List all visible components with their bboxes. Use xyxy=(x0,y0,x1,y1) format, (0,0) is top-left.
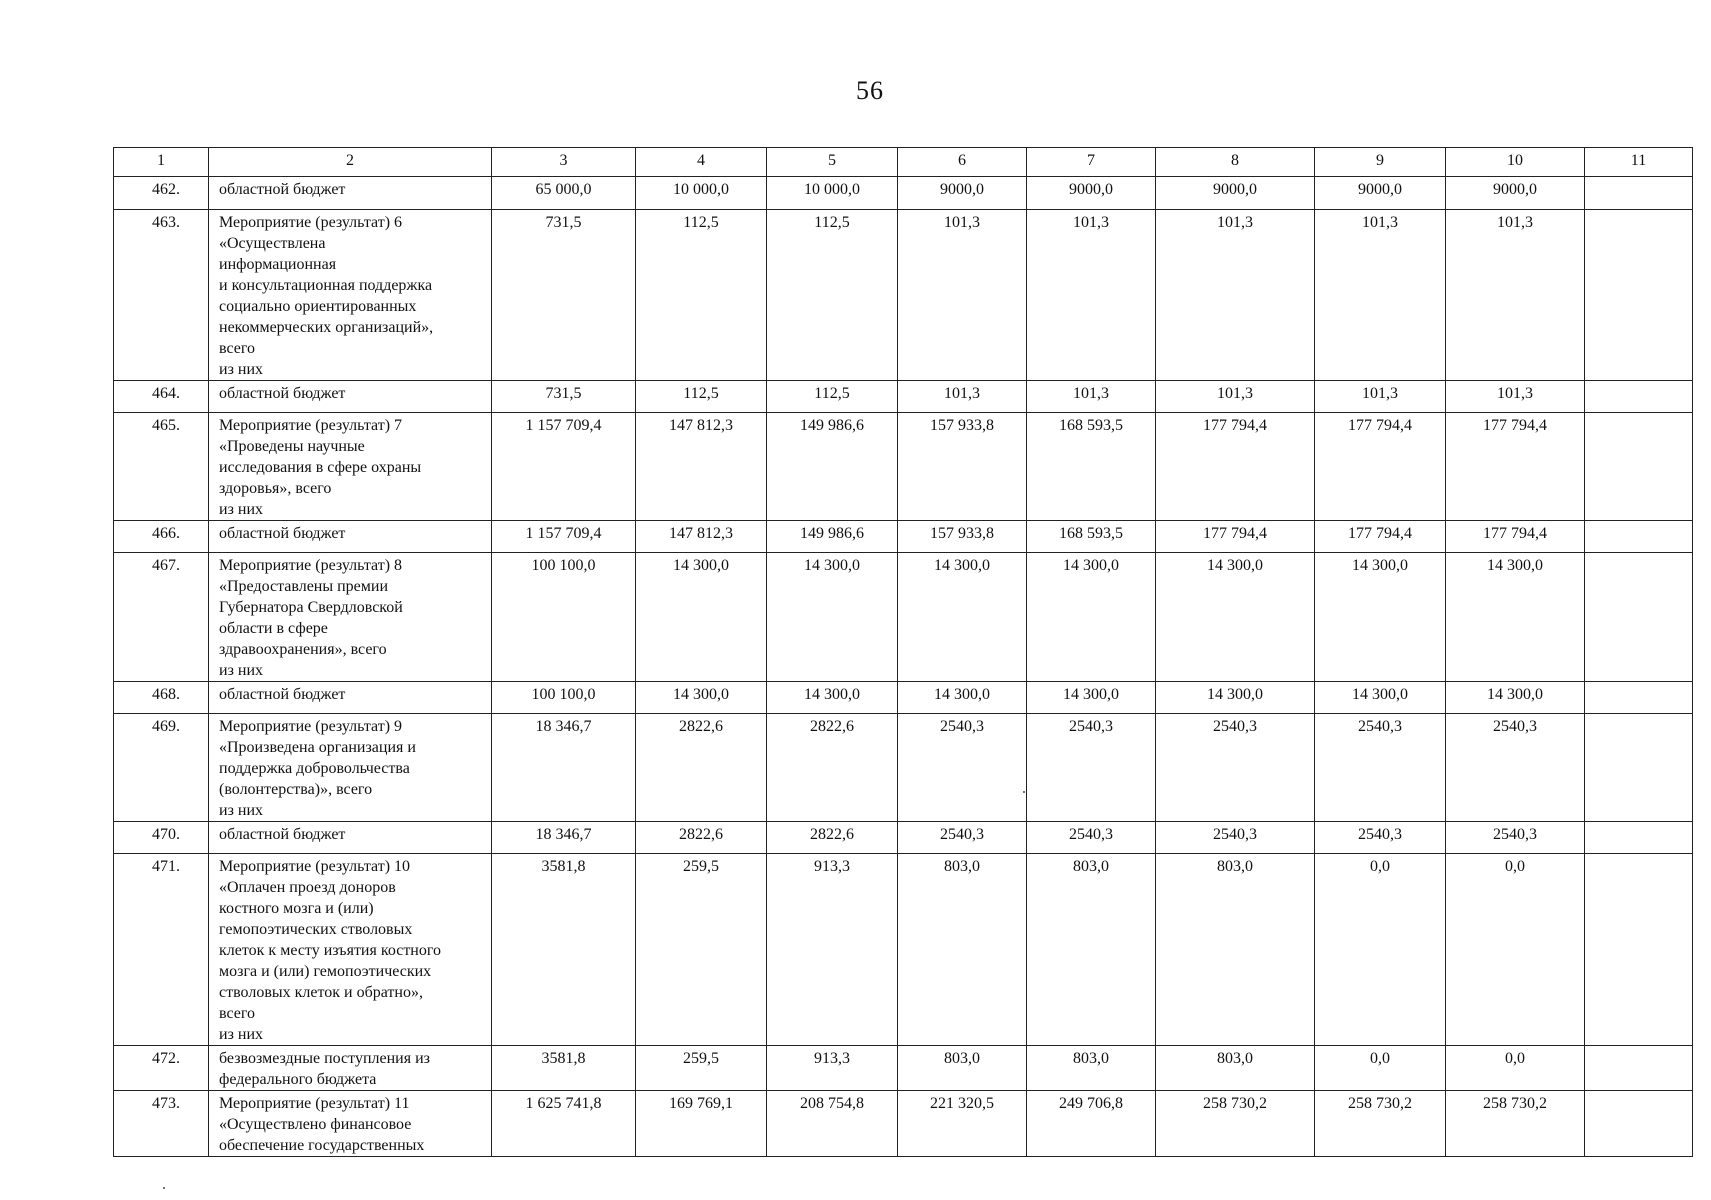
row-number: 468. xyxy=(114,682,209,714)
description-line: Мероприятие (результат) 6 xyxy=(219,214,403,231)
description-line: областной бюджет xyxy=(219,686,346,703)
row-description xyxy=(209,413,492,521)
row-number: 470. xyxy=(114,822,209,854)
value-cell-col-8: 101,3 xyxy=(1156,210,1315,381)
value-cell-col-3: 18 346,7 xyxy=(492,714,636,822)
value-cell-col-10: 258 730,2 xyxy=(1446,1091,1585,1157)
value-cell-col-11 xyxy=(1585,1046,1693,1091)
value-cell-col-5: 149 986,6 xyxy=(767,521,898,553)
value-cell-col-7: 14 300,0 xyxy=(1027,682,1156,714)
value-cell-col-11 xyxy=(1585,381,1693,413)
value-cell-col-3: 1 157 709,4 xyxy=(492,521,636,553)
table-body xyxy=(114,177,1693,1157)
value-cell-col-11 xyxy=(1585,682,1693,714)
value-cell-col-9: 177 794,4 xyxy=(1315,521,1446,553)
column-header: 7 xyxy=(1027,148,1156,177)
column-header: 6 xyxy=(898,148,1027,177)
description-line: некоммерческих организаций», xyxy=(219,319,434,336)
value-cell-col-8: 14 300,0 xyxy=(1156,682,1315,714)
table-row xyxy=(114,177,1693,210)
value-cell-col-11 xyxy=(1585,177,1693,210)
description-line: из них xyxy=(219,802,264,819)
value-cell-col-5: 913,3 xyxy=(767,854,898,1046)
value-cell-col-4: 259,5 xyxy=(636,1046,767,1091)
description-line: Мероприятие (результат) 7 xyxy=(219,417,403,434)
value-cell-col-10: 177 794,4 xyxy=(1446,413,1585,521)
value-cell-col-10: 14 300,0 xyxy=(1446,682,1585,714)
value-cell-col-7: 2540,3 xyxy=(1027,822,1156,854)
value-cell-col-3: 1 625 741,8 xyxy=(492,1091,636,1157)
row-number: 473. xyxy=(114,1091,209,1157)
description-line: всего xyxy=(219,340,256,357)
description-line: области в сфере xyxy=(219,620,328,637)
value-cell-col-10: 177 794,4 xyxy=(1446,521,1585,553)
value-cell-col-7: 803,0 xyxy=(1027,854,1156,1046)
value-cell-col-4: 10 000,0 xyxy=(636,177,767,210)
value-cell-col-10: 14 300,0 xyxy=(1446,553,1585,682)
value-cell-col-4: 147 812,3 xyxy=(636,521,767,553)
value-cell-col-11 xyxy=(1585,413,1693,521)
value-cell-col-3: 3581,8 xyxy=(492,854,636,1046)
value-cell-col-10: 0,0 xyxy=(1446,1046,1585,1091)
column-header: 9 xyxy=(1315,148,1446,177)
scan-speck xyxy=(163,1187,165,1189)
value-cell-col-10: 2540,3 xyxy=(1446,822,1585,854)
table-row xyxy=(114,854,1693,1046)
value-cell-col-5: 14 300,0 xyxy=(767,682,898,714)
page-number: 56 xyxy=(856,76,884,105)
value-cell-col-3: 18 346,7 xyxy=(492,822,636,854)
value-cell-col-8: 177 794,4 xyxy=(1156,521,1315,553)
value-cell-col-5: 913,3 xyxy=(767,1046,898,1091)
description-line: из них xyxy=(219,662,264,679)
value-cell-col-8: 9000,0 xyxy=(1156,177,1315,210)
value-cell-col-9: 101,3 xyxy=(1315,381,1446,413)
value-cell-col-6: 2540,3 xyxy=(898,822,1027,854)
value-cell-col-6: 9000,0 xyxy=(898,177,1027,210)
description-line: исследования в сфере охраны xyxy=(219,459,422,476)
value-cell-col-9: 9000,0 xyxy=(1315,177,1446,210)
description-line: информационная xyxy=(219,256,337,273)
table-row xyxy=(114,413,1693,521)
value-cell-col-4: 169 769,1 xyxy=(636,1091,767,1157)
table-row xyxy=(114,210,1693,381)
value-cell-col-8: 14 300,0 xyxy=(1156,553,1315,682)
value-cell-col-6: 2540,3 xyxy=(898,714,1027,822)
description-line: областной бюджет xyxy=(219,826,346,843)
value-cell-col-6: 101,3 xyxy=(898,381,1027,413)
value-cell-col-8: 803,0 xyxy=(1156,854,1315,1046)
description-line: здравоохранения», всего xyxy=(219,641,387,658)
row-description xyxy=(209,381,492,413)
description-line: «Проведены научные xyxy=(219,438,365,455)
value-cell-col-7: 168 593,5 xyxy=(1027,521,1156,553)
table-row xyxy=(114,521,1693,553)
row-description xyxy=(209,682,492,714)
description-line: областной бюджет xyxy=(219,525,346,542)
table-row xyxy=(114,822,1693,854)
value-cell-col-7: 101,3 xyxy=(1027,210,1156,381)
description-line: гемопоэтических стволовых xyxy=(219,921,413,938)
row-description xyxy=(209,1046,492,1091)
value-cell-col-7: 249 706,8 xyxy=(1027,1091,1156,1157)
value-cell-col-9: 2540,3 xyxy=(1315,714,1446,822)
description-line: Мероприятие (результат) 11 xyxy=(219,1095,410,1112)
value-cell-col-4: 14 300,0 xyxy=(636,682,767,714)
value-cell-col-11 xyxy=(1585,714,1693,822)
value-cell-col-10: 101,3 xyxy=(1446,381,1585,413)
value-cell-col-6: 101,3 xyxy=(898,210,1027,381)
value-cell-col-3: 100 100,0 xyxy=(492,682,636,714)
value-cell-col-3: 3581,8 xyxy=(492,1046,636,1091)
table-row xyxy=(114,714,1693,822)
value-cell-col-8: 2540,3 xyxy=(1156,714,1315,822)
value-cell-col-4: 2822,6 xyxy=(636,822,767,854)
description-line: Мероприятие (результат) 8 xyxy=(219,557,403,574)
description-line: поддержка добровольчества xyxy=(219,760,410,777)
row-description xyxy=(209,210,492,381)
value-cell-col-8: 803,0 xyxy=(1156,1046,1315,1091)
description-line: стволовых клеток и обратно», xyxy=(219,984,423,1001)
description-line: «Осуществлена xyxy=(219,235,326,252)
column-header: 4 xyxy=(636,148,767,177)
row-description xyxy=(209,714,492,822)
row-description xyxy=(209,854,492,1046)
row-number: 469. xyxy=(114,714,209,822)
value-cell-col-6: 157 933,8 xyxy=(898,413,1027,521)
description-line: из них xyxy=(219,501,264,518)
value-cell-col-9: 2540,3 xyxy=(1315,822,1446,854)
value-cell-col-11 xyxy=(1585,854,1693,1046)
table-row xyxy=(114,553,1693,682)
value-cell-col-5: 2822,6 xyxy=(767,714,898,822)
column-header: 10 xyxy=(1446,148,1585,177)
row-number: 465. xyxy=(114,413,209,521)
value-cell-col-4: 147 812,3 xyxy=(636,413,767,521)
row-number: 464. xyxy=(114,381,209,413)
column-header: 5 xyxy=(767,148,898,177)
value-cell-col-9: 0,0 xyxy=(1315,854,1446,1046)
table-row xyxy=(114,682,1693,714)
header-row xyxy=(114,148,1693,177)
description-line: здоровья», всего xyxy=(219,480,332,497)
value-cell-col-11 xyxy=(1585,1091,1693,1157)
value-cell-col-7: 2540,3 xyxy=(1027,714,1156,822)
value-cell-col-4: 259,5 xyxy=(636,854,767,1046)
column-header: 2 xyxy=(209,148,492,177)
description-line: всего xyxy=(219,1005,256,1022)
value-cell-col-11 xyxy=(1585,553,1693,682)
row-number: 467. xyxy=(114,553,209,682)
description-line: Губернатора Свердловской xyxy=(219,599,403,616)
row-description xyxy=(209,822,492,854)
description-line: клеток к месту изъятия костного xyxy=(219,942,442,959)
scan-speck xyxy=(1023,791,1025,793)
description-line: областной бюджет xyxy=(219,385,346,402)
value-cell-col-5: 208 754,8 xyxy=(767,1091,898,1157)
value-cell-col-6: 157 933,8 xyxy=(898,521,1027,553)
value-cell-col-4: 14 300,0 xyxy=(636,553,767,682)
description-line: Мероприятие (результат) 9 xyxy=(219,718,403,735)
description-line: обеспечение государственных xyxy=(219,1137,425,1154)
description-line: (волонтерства)», всего xyxy=(219,781,373,798)
value-cell-col-6: 221 320,5 xyxy=(898,1091,1027,1157)
value-cell-col-6: 803,0 xyxy=(898,1046,1027,1091)
value-cell-col-3: 731,5 xyxy=(492,210,636,381)
value-cell-col-5: 112,5 xyxy=(767,381,898,413)
value-cell-col-5: 112,5 xyxy=(767,210,898,381)
table-header xyxy=(114,148,1693,177)
value-cell-col-3: 731,5 xyxy=(492,381,636,413)
value-cell-col-11 xyxy=(1585,521,1693,553)
value-cell-col-9: 101,3 xyxy=(1315,210,1446,381)
value-cell-col-4: 112,5 xyxy=(636,210,767,381)
value-cell-col-4: 112,5 xyxy=(636,381,767,413)
row-description xyxy=(209,1091,492,1157)
description-line: «Осуществлено финансовое xyxy=(219,1116,412,1133)
value-cell-col-10: 0,0 xyxy=(1446,854,1585,1046)
description-line: и консультационная поддержка xyxy=(219,277,433,294)
column-header: 11 xyxy=(1585,148,1693,177)
value-cell-col-6: 14 300,0 xyxy=(898,682,1027,714)
value-cell-col-8: 2540,3 xyxy=(1156,822,1315,854)
table-row xyxy=(114,1091,1693,1157)
row-description xyxy=(209,521,492,553)
column-header: 3 xyxy=(492,148,636,177)
value-cell-col-3: 65 000,0 xyxy=(492,177,636,210)
table-row xyxy=(114,1046,1693,1091)
value-cell-col-7: 101,3 xyxy=(1027,381,1156,413)
row-number: 471. xyxy=(114,854,209,1046)
row-description xyxy=(209,553,492,682)
value-cell-col-6: 803,0 xyxy=(898,854,1027,1046)
description-line: «Предоставлены премии xyxy=(219,578,389,595)
value-cell-col-8: 177 794,4 xyxy=(1156,413,1315,521)
row-number: 462. xyxy=(114,177,209,210)
value-cell-col-9: 14 300,0 xyxy=(1315,553,1446,682)
value-cell-col-7: 803,0 xyxy=(1027,1046,1156,1091)
description-line: костного мозга и (или) xyxy=(219,900,374,917)
description-line: из них xyxy=(219,361,264,378)
column-header: 1 xyxy=(114,148,209,177)
value-cell-col-7: 14 300,0 xyxy=(1027,553,1156,682)
value-cell-col-9: 0,0 xyxy=(1315,1046,1446,1091)
row-number: 472. xyxy=(114,1046,209,1091)
value-cell-col-3: 1 157 709,4 xyxy=(492,413,636,521)
value-cell-col-9: 177 794,4 xyxy=(1315,413,1446,521)
description-line: социально ориентированных xyxy=(219,298,417,315)
description-line: безвозмездные поступления из xyxy=(219,1050,430,1067)
description-line: «Оплачен проезд доноров xyxy=(219,879,396,896)
description-line: мозга и (или) гемопоэтических xyxy=(219,963,432,980)
value-cell-col-9: 258 730,2 xyxy=(1315,1091,1446,1157)
value-cell-col-6: 14 300,0 xyxy=(898,553,1027,682)
value-cell-col-8: 258 730,2 xyxy=(1156,1091,1315,1157)
budget-table xyxy=(113,147,1693,1157)
value-cell-col-5: 10 000,0 xyxy=(767,177,898,210)
description-line: «Произведена организация и xyxy=(219,739,416,756)
value-cell-col-11 xyxy=(1585,210,1693,381)
value-cell-col-3: 100 100,0 xyxy=(492,553,636,682)
value-cell-col-5: 2822,6 xyxy=(767,822,898,854)
column-header: 8 xyxy=(1156,148,1315,177)
description-line: из них xyxy=(219,1026,264,1043)
row-number: 463. xyxy=(114,210,209,381)
value-cell-col-11 xyxy=(1585,822,1693,854)
row-number: 466. xyxy=(114,521,209,553)
row-description xyxy=(209,177,492,210)
description-line: Мероприятие (результат) 10 xyxy=(219,858,411,875)
description-line: областной бюджет xyxy=(219,181,346,198)
value-cell-col-7: 9000,0 xyxy=(1027,177,1156,210)
value-cell-col-9: 14 300,0 xyxy=(1315,682,1446,714)
description-line: федерального бюджета xyxy=(219,1071,377,1088)
table-row xyxy=(114,381,1693,413)
value-cell-col-10: 9000,0 xyxy=(1446,177,1585,210)
value-cell-col-10: 101,3 xyxy=(1446,210,1585,381)
value-cell-col-5: 149 986,6 xyxy=(767,413,898,521)
value-cell-col-10: 2540,3 xyxy=(1446,714,1585,822)
value-cell-col-5: 14 300,0 xyxy=(767,553,898,682)
value-cell-col-8: 101,3 xyxy=(1156,381,1315,413)
value-cell-col-4: 2822,6 xyxy=(636,714,767,822)
value-cell-col-7: 168 593,5 xyxy=(1027,413,1156,521)
